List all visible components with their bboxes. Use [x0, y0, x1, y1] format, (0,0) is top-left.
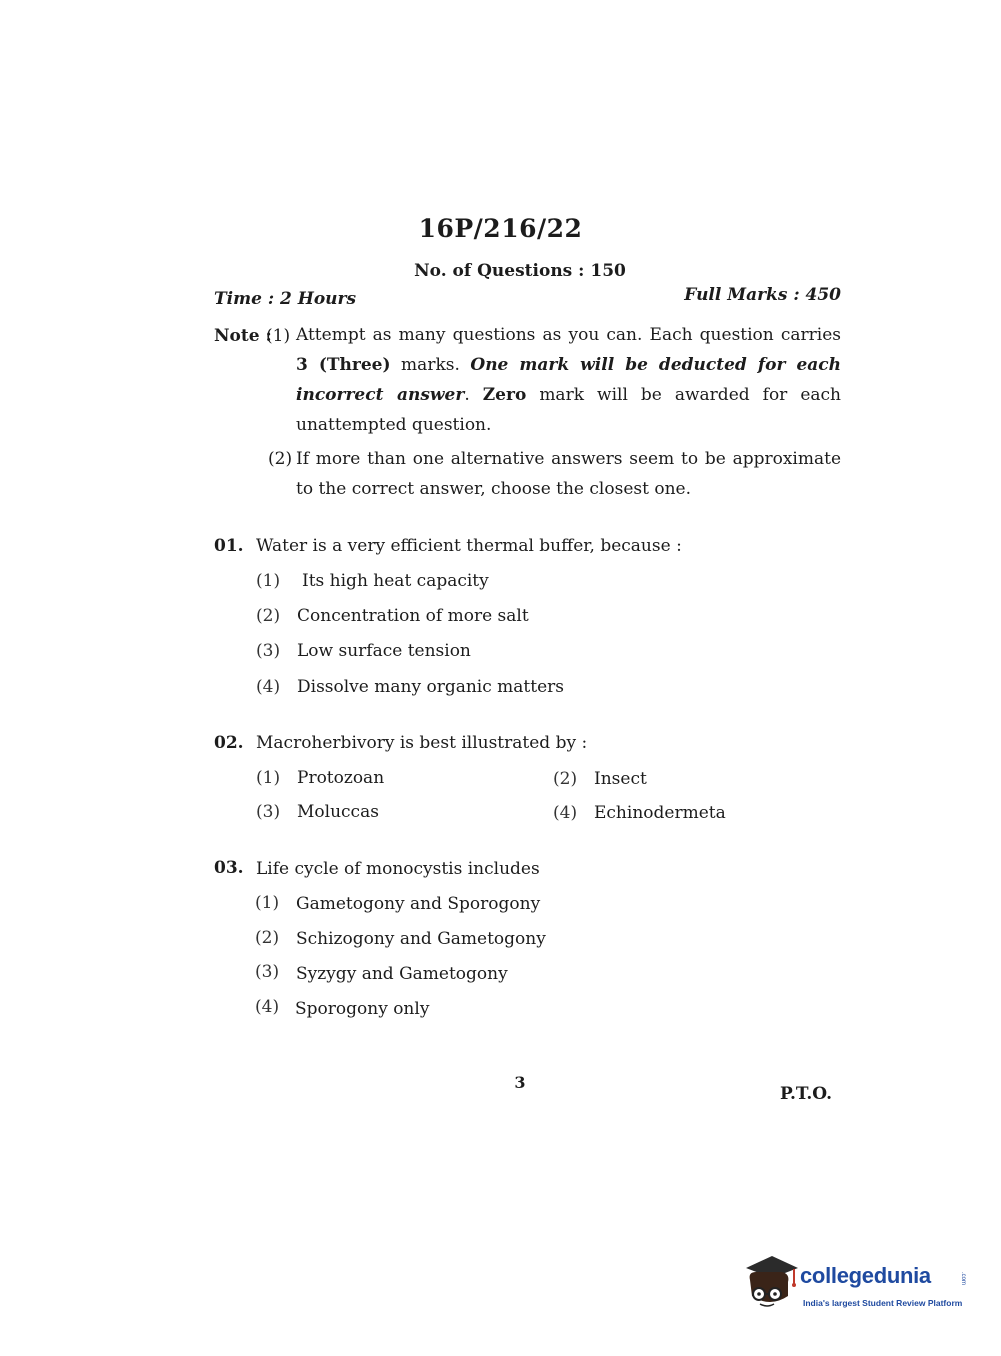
option-number: (4): [256, 677, 281, 697]
option-number: (3): [256, 802, 281, 822]
note-text-run: Attempt as many questions as you can. Each question carries: [296, 325, 841, 345]
pto-label: P.T.O.: [780, 1084, 832, 1104]
question-text: Water is a very efficient thermal buffer, because :: [256, 536, 682, 556]
note-item-text: If more than one alternative answers seem to be approximate to the correct answer, choose the closest one.: [296, 449, 841, 499]
note-item-text: [296, 320, 841, 440]
option-number: (3): [256, 641, 281, 661]
brand-name: collegedunia: [800, 1263, 931, 1288]
note-bold-run: 3 (Three): [296, 355, 391, 375]
option-text: Gametogony and Sporogony: [296, 894, 541, 914]
mascot-graduation-cap-icon: [742, 1250, 800, 1312]
option-text: Low surface tension: [297, 641, 471, 661]
note-text-run: marks.: [390, 355, 471, 375]
option-text: Its high heat capacity: [302, 571, 489, 591]
option-number: (2): [255, 928, 280, 948]
option-number: (1): [255, 893, 280, 913]
option-number: (3): [255, 962, 280, 982]
full-marks: Full Marks : 450: [684, 285, 841, 305]
question-text: Macroherbivory is best illustrated by :: [256, 733, 588, 753]
paper-code: 16P/216/22: [418, 214, 583, 243]
time-allowed: Time : 2 Hours: [214, 289, 357, 309]
brand-tagline: India's largest Student Review Platform: [803, 1298, 963, 1308]
option-number: (4): [255, 997, 280, 1017]
questions-count: No. of Questions : 150: [414, 261, 626, 281]
note-text-run: mark will be awarded for each unattempted question.: [296, 385, 841, 435]
question-text: Life cycle of monocystis includes: [256, 859, 540, 879]
option-text: Syzygy and Gametogony: [296, 964, 508, 984]
option-text: Protozoan: [297, 768, 385, 788]
option-number: (1): [256, 571, 281, 591]
option-number: (1): [256, 768, 281, 788]
option-text: Sporogony only: [295, 999, 430, 1019]
note-label: Note :: [214, 326, 272, 346]
note-text-run: .: [464, 385, 483, 405]
option-text: Schizogony and Gametogony: [296, 929, 546, 949]
option-number: (2): [256, 606, 281, 626]
brand-suffix: .com: [960, 1272, 966, 1286]
page-number: 3: [514, 1073, 526, 1092]
negative-marking-text: One mark will be deducted for each incorrect answer: [296, 355, 841, 405]
option-number: (2): [553, 769, 578, 789]
option-text: Moluccas: [297, 802, 379, 822]
note-bold-run: Zero: [482, 385, 527, 405]
question-number: 01.: [214, 536, 244, 556]
question-number: 03.: [214, 858, 244, 878]
note-item-number: (2): [268, 449, 293, 469]
question-number: 02.: [214, 733, 244, 753]
note-item-number: (1): [266, 326, 291, 346]
option-text: Insect: [594, 769, 647, 789]
option-text: Dissolve many organic matters: [297, 677, 564, 697]
option-text: Concentration of more salt: [297, 606, 529, 626]
option-text: Echinodermeta: [594, 803, 726, 823]
option-number: (4): [553, 803, 578, 823]
